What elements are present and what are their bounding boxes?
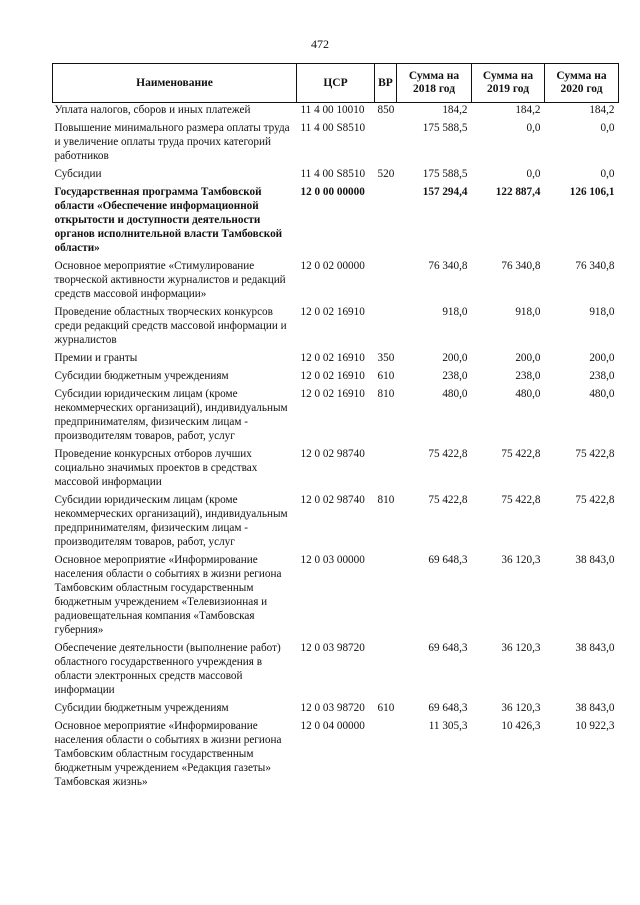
cell-sum-2019: 36 120,3	[501, 554, 541, 566]
table-header-row	[53, 64, 619, 103]
table-row	[53, 103, 619, 122]
cell-sum-2018: 480,0	[442, 388, 468, 400]
cell-csr: 12 0 02 16910	[300, 370, 365, 382]
cell-sum-2019: 0,0	[526, 122, 541, 134]
cell-vr	[375, 185, 397, 259]
table-row	[53, 447, 619, 493]
table-body	[53, 103, 619, 794]
table-row	[53, 185, 619, 259]
cell-csr: 11 4 00 S8510	[300, 168, 366, 180]
cell-name: Субсидии юридическим лицам (кроме некоммерческих организаций), индивидуальным предпринимателям, физическим лицам - производителям товаров, работ, услуг	[54, 388, 288, 442]
header-sum-2018: Сумма на 2018 год	[397, 64, 472, 103]
table-row	[53, 369, 619, 387]
table-row	[53, 701, 619, 719]
table-row	[53, 305, 619, 351]
table-row	[53, 387, 619, 447]
cell-vr: 610	[377, 370, 395, 382]
cell-sum-2018: 76 340,8	[428, 260, 468, 272]
cell-sum-2020: 38 843,0	[575, 642, 615, 654]
cell-sum-2018: 69 648,3	[428, 554, 468, 566]
cell-sum-2020: 38 843,0	[575, 554, 615, 566]
cell-csr: 12 0 03 98720	[300, 702, 365, 714]
cell-sum-2018: 75 422,8	[428, 494, 468, 506]
cell-vr	[375, 121, 397, 167]
cell-vr: 810	[377, 388, 395, 400]
cell-sum-2020: 0,0	[600, 168, 615, 180]
cell-name: Субсидии бюджетным учреждениям	[54, 370, 229, 382]
cell-sum-2020: 75 422,8	[575, 448, 615, 460]
cell-vr: 610	[377, 702, 395, 714]
cell-sum-2019: 76 340,8	[501, 260, 541, 272]
cell-sum-2019: 918,0	[515, 306, 541, 318]
cell-csr: 12 0 02 00000	[300, 260, 365, 272]
cell-sum-2018: 69 648,3	[428, 642, 468, 654]
cell-vr	[375, 305, 397, 351]
cell-sum-2020: 10 922,3	[575, 720, 615, 732]
cell-vr: 350	[377, 352, 395, 364]
table-row	[53, 167, 619, 185]
cell-vr	[375, 719, 397, 793]
cell-name: Основное мероприятие «Информирование населения области о событиях в жизни региона Тамбовским областным государственным бюджетным учреждением «Телевизионная и радиовещательная компания «Тамбовская губерния»	[54, 554, 282, 636]
cell-vr: 810	[377, 494, 395, 506]
cell-csr: 12 0 02 16910	[300, 352, 365, 364]
cell-name: Основное мероприятие «Стимулирование творческой активности журналистов и редакций средств массовой информации»	[54, 260, 286, 300]
cell-sum-2018: 200,0	[442, 352, 468, 364]
cell-sum-2020: 238,0	[589, 370, 615, 382]
cell-name: Уплата налогов, сборов и иных платежей	[54, 104, 251, 116]
cell-vr: 520	[377, 168, 395, 180]
cell-sum-2019: 122 887,4	[495, 186, 541, 198]
cell-sum-2018: 75 422,8	[428, 448, 468, 460]
header-csr: ЦСР	[297, 64, 375, 103]
cell-sum-2020: 38 843,0	[575, 702, 615, 714]
header-sum-2019: Сумма на 2019 год	[472, 64, 545, 103]
cell-name: Проведение областных творческих конкурсов среди редакций средств массовой информации и журналистов	[54, 306, 287, 346]
cell-name: Основное мероприятие «Информирование населения области о событиях в жизни региона Тамбовским областным государственным бюджетным учреждением «Редакция газеты» Тамбовская жизнь»	[54, 720, 282, 788]
cell-sum-2018: 184,2	[442, 104, 468, 116]
cell-sum-2018: 157 294,4	[422, 186, 468, 198]
cell-csr: 11 4 00 10010	[300, 104, 365, 116]
cell-sum-2019: 36 120,3	[501, 642, 541, 654]
table-row	[53, 121, 619, 167]
table-row	[53, 351, 619, 369]
cell-name: Премии и гранты	[54, 352, 138, 364]
cell-name: Проведение конкурсных отборов лучших социально значимых проектов в средствах массовой информации	[54, 448, 258, 488]
cell-sum-2020: 126 106,1	[569, 186, 615, 198]
cell-sum-2020: 184,2	[589, 104, 615, 116]
header-vr: ВР	[375, 64, 397, 103]
table-row	[53, 641, 619, 701]
cell-name: Обеспечение деятельности (выполнение работ) областного государственного учреждения в области электронных средств массовой информации	[54, 642, 281, 696]
cell-vr	[375, 553, 397, 641]
cell-sum-2019: 0,0	[526, 168, 541, 180]
cell-name: Государственная программа Тамбовской области «Обеспечение информационной открытости и доступности деятельности органов исполнительной власти Тамбовской области»	[54, 186, 283, 254]
cell-vr: 850	[377, 104, 395, 116]
table-row	[53, 493, 619, 553]
cell-csr: 12 0 03 98720	[300, 642, 365, 654]
cell-vr	[375, 259, 397, 305]
cell-sum-2018: 11 305,3	[428, 720, 468, 732]
cell-csr: 12 0 02 98740	[300, 448, 365, 460]
cell-csr: 12 0 03 00000	[300, 554, 365, 566]
table-row	[53, 259, 619, 305]
cell-sum-2018: 69 648,3	[428, 702, 468, 714]
cell-sum-2020: 0,0	[600, 122, 615, 134]
table-row	[53, 719, 619, 793]
cell-vr	[375, 641, 397, 701]
cell-sum-2018: 175 588,5	[422, 122, 468, 134]
table-row	[53, 553, 619, 641]
cell-sum-2019: 238,0	[515, 370, 541, 382]
cell-sum-2019: 10 426,3	[501, 720, 541, 732]
cell-sum-2019: 75 422,8	[501, 448, 541, 460]
cell-sum-2019: 200,0	[515, 352, 541, 364]
cell-sum-2020: 480,0	[589, 388, 615, 400]
cell-csr: 12 0 04 00000	[300, 720, 365, 732]
cell-name: Субсидии бюджетным учреждениям	[54, 702, 229, 714]
cell-sum-2019: 184,2	[515, 104, 541, 116]
cell-sum-2019: 480,0	[515, 388, 541, 400]
page-number: 472	[311, 37, 329, 51]
cell-name: Повышение минимального размера оплаты труда и увеличение оплаты труда прочих категорий работников	[54, 122, 290, 162]
cell-sum-2019: 75 422,8	[501, 494, 541, 506]
cell-sum-2018: 238,0	[442, 370, 468, 382]
cell-sum-2019: 36 120,3	[501, 702, 541, 714]
cell-csr: 12 0 02 16910	[300, 306, 365, 318]
cell-sum-2020: 918,0	[589, 306, 615, 318]
cell-name: Субсидии юридическим лицам (кроме некоммерческих организаций), индивидуальным предпринимателям, физическим лицам - производителям товаров, работ, услуг	[54, 494, 288, 548]
cell-csr: 11 4 00 S8510	[300, 122, 366, 134]
header-sum-2020: Сумма на 2020 год	[545, 64, 619, 103]
cell-sum-2018: 175 588,5	[422, 168, 468, 180]
cell-sum-2020: 75 422,8	[575, 494, 615, 506]
cell-vr	[375, 447, 397, 493]
cell-sum-2020: 200,0	[589, 352, 615, 364]
cell-sum-2020: 76 340,8	[575, 260, 615, 272]
header-name: Наименование	[53, 64, 297, 103]
cell-csr: 12 0 02 98740	[300, 494, 365, 506]
cell-sum-2018: 918,0	[442, 306, 468, 318]
cell-csr: 12 0 02 16910	[300, 388, 365, 400]
budget-table	[52, 63, 619, 793]
cell-csr: 12 0 00 00000	[300, 186, 365, 198]
cell-name: Субсидии	[54, 168, 102, 180]
